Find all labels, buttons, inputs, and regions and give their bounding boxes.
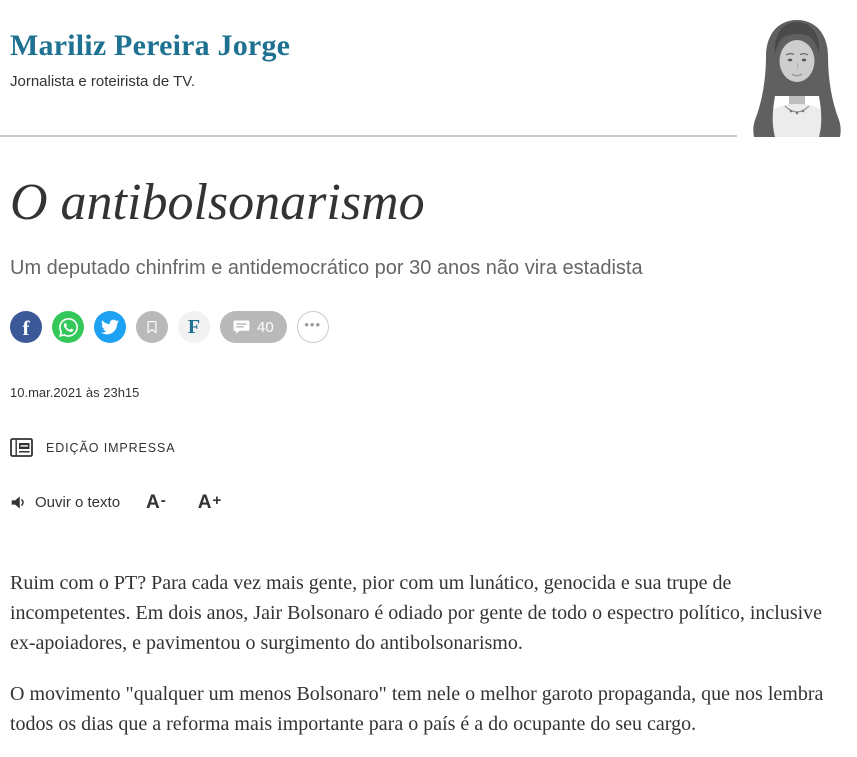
newspaper-icon (10, 438, 33, 457)
article-title: O antibolsonarismo (10, 174, 425, 231)
folha-logo-icon: F (187, 316, 201, 338)
author-name[interactable]: Mariliz Pereira Jorge (10, 29, 291, 62)
comments-count: 40 (257, 318, 274, 336)
font-size-decrease-button[interactable]: A- (146, 492, 166, 513)
publish-date: 10.mar.2021 às 23h15 (10, 385, 140, 400)
author-bio: Jornalista e roteirista de TV. (10, 73, 196, 90)
more-share-options-button[interactable] (297, 311, 329, 343)
author-photo (737, 10, 857, 137)
font-size-increase-button[interactable]: A+ (197, 492, 222, 513)
share-bar (10, 311, 847, 343)
text-tools-bar (10, 493, 847, 512)
article-paragraph: O movimento "qualquer um menos Bolsonaro" tem nele o melhor garoto propaganda, que nos lembra todos os dias que a reforma mais importante para o país é a do ocupante do seu cargo. (10, 683, 824, 735)
comments-icon (233, 320, 250, 334)
twitter-icon (101, 318, 119, 336)
whatsapp-icon (59, 318, 78, 337)
print-edition-link[interactable] (10, 438, 176, 457)
comments-button[interactable] (220, 311, 287, 343)
listen-label: Ouvir o texto (35, 494, 121, 511)
author-header (0, 0, 857, 137)
print-edition-label: EDIÇÃO IMPRESSA (46, 440, 176, 455)
article-subtitle: Um deputado chinfrim e antidemocrático por 30 anos não vira estadista (10, 257, 643, 279)
share-whatsapp-button[interactable] (52, 311, 84, 343)
share-facebook-button[interactable] (10, 311, 42, 343)
article-page (0, 174, 857, 739)
share-twitter-button[interactable] (94, 311, 126, 343)
listen-to-text-button[interactable] (10, 494, 120, 511)
facebook-icon: f (22, 316, 30, 340)
author-portrait-image (737, 10, 857, 137)
article-body (10, 568, 847, 739)
ellipsis-icon: ••• (304, 316, 322, 332)
bookmark-icon (143, 318, 161, 336)
article-paragraph: Ruim com o PT? Para cada vez mais gente, pior com um lunático, genocida e sua trupe de incompetentes. Em dois anos, Jair Bolsonaro é odiado por gente de todo o espectro político, inclusive ex-apoiadores, e pavimentou o surgimento do antibolsonarismo. (10, 572, 823, 654)
speaker-icon (10, 494, 27, 511)
save-bookmark-button[interactable] (136, 311, 168, 343)
folha-source-button[interactable] (178, 311, 210, 343)
